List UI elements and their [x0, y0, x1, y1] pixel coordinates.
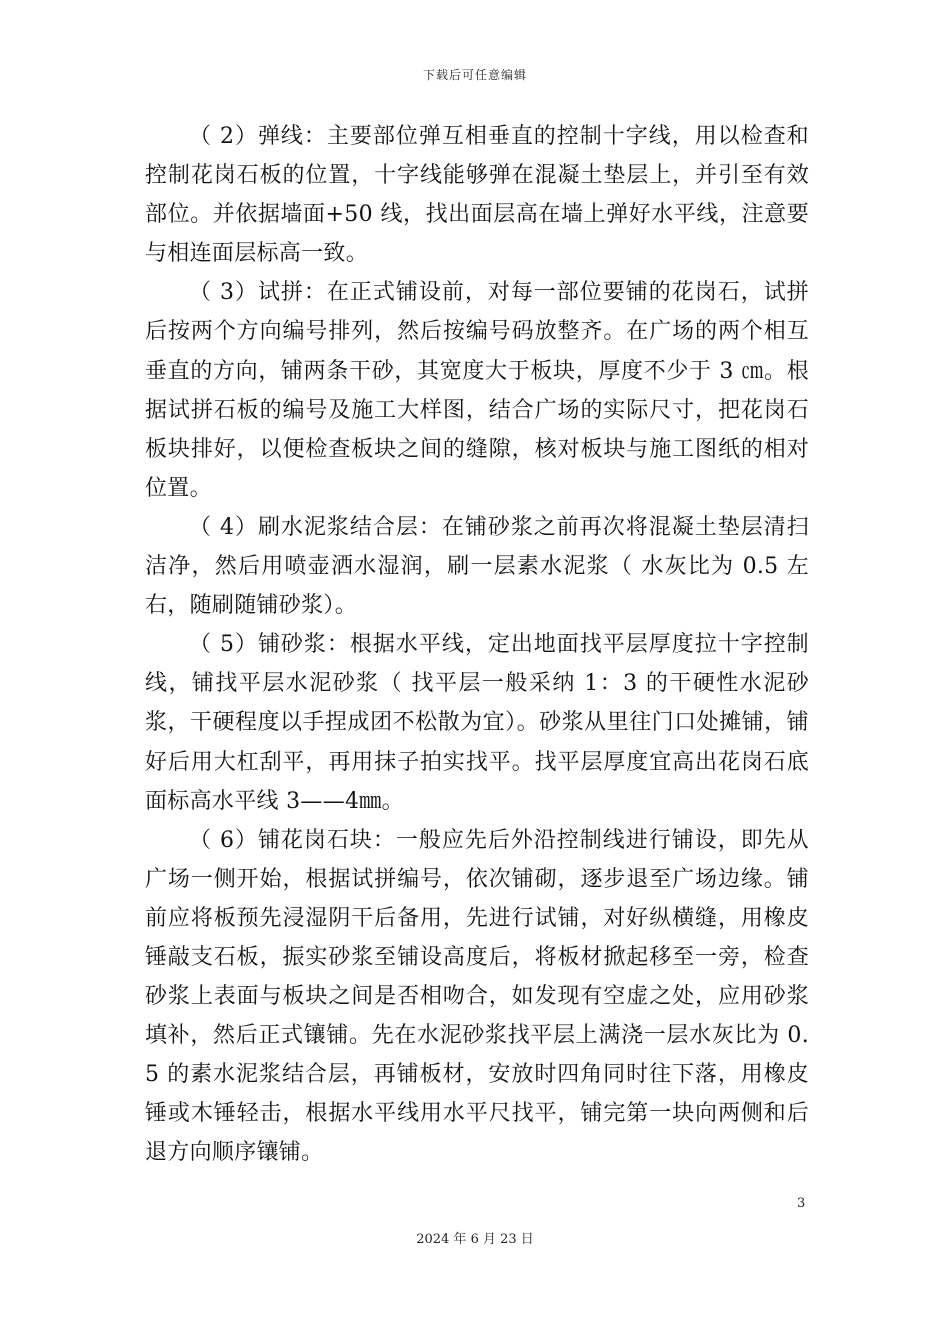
page-number: 3	[797, 1196, 806, 1211]
paragraph-step-4-cement-bond-layer: （ 4）刷水泥浆结合层：在铺砂浆之前再次将混凝土垫层清扫洁净，然后用喷壶洒水湿润，刷一层素水泥浆（ 水灰比为 0.5 左右，随刷随铺砂浆）。	[145, 514, 809, 619]
paragraph-step-6-lay-granite: （ 6）铺花岗石块：一般应先后外沿控制线进行铺设，即先从广场一侧开始，根据试拼编号，依次铺砌，逐步退至广场边缘。铺前应将板预先浸湿阴干后备用，先进行试铺，对好纵横缝，用橡皮锤敲支石板，振实砂浆至铺设高度后，将板材掀起移至一旁，检查砂浆上表面与板块之间是否相吻合，如发现有空虚之处，应用砂浆填补，然后正式镶铺。先在水泥砂浆找平层上满浇一层水灰比为 0.5 的素水泥浆结合层，再铺板材，安放时四角同时往下落，用橡皮锤或木锤轻击，根据水平线用水平尺找平，铺完第一块向两侧和后退方向顺序镶铺。	[145, 827, 809, 1166]
paragraph-step-5-lay-mortar: （ 5）铺砂浆：根据水平线，定出地面找平层厚度拉十字控制线，铺找平层水泥砂浆（ 找平层一般采纳 1：3 的干硬性水泥砂浆，干硬程度以手捏成团不松散为宜）。砂浆从里往门口处摊铺，铺好后用大杠刮平，再用抹子拍实找平。找平层厚度宜高出花岗石底面标高水平线 3——4㎜。	[145, 632, 809, 814]
paragraph-step-3-trial-layout: （ 3）试拼：在正式铺设前，对每一部位要铺的花岗石，试拼后按两个方向编号排列，然后按编号码放整齐。在广场的两个相互垂直的方向，铺两条干砂，其宽度大于板块，厚度不少于 3 ㎝。根据试拼石板的编号及施工大样图，结合广场的实际尺寸，把花岗石板块排好，以便检查板块之间的缝隙，核对板块与施工图纸的相对位置。	[145, 280, 809, 501]
footer-date: 2024 年 6 月 23 日	[416, 1232, 534, 1247]
paragraph-step-2-snap-line: （ 2）弹线：主要部位弹互相垂直的控制十字线，用以检查和控制花岗石板的位置，十字线能够弹在混凝土垫层上，并引至有效部位。并依据墙面+50 线，找出面层高在墙上弹好水平线，注意要与相连面层标高一致。	[145, 124, 809, 267]
body-text	[145, 117, 809, 1173]
header-note: 下载后可任意编辑	[422, 68, 527, 82]
